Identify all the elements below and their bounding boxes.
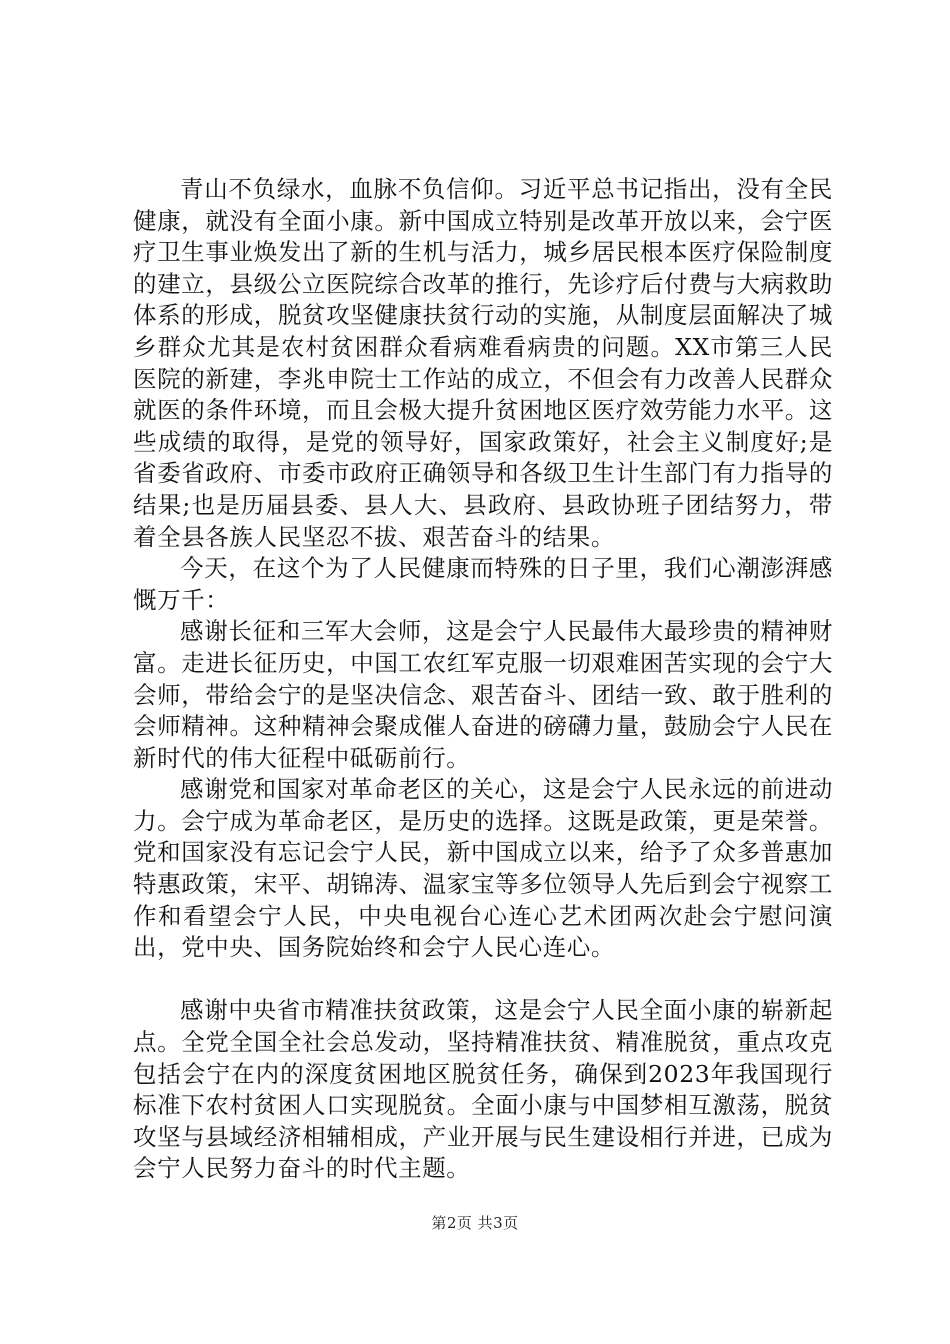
paragraph-poverty-alleviation: 感谢中央省市精准扶贫政策，这是会宁人民全面小康的崭新起点。全党全国全社会总发动，坚持精准扶贫、精准脱贫，重点攻克包括会宁在内的深度贫困地区脱贫任务，确保到2023年我国现行标准下农村贫困人口实现脱贫。全面小康与中国梦相互激荡，脱贫攻坚与县域经济相辅相成，产业开展与民生建设相行并进，已成为会宁人民努力奋斗的时代主题。 (133, 996, 833, 1183)
paragraph-long-march: 感谢长征和三军大会师，这是会宁人民最伟大最珍贵的精神财富。走进长征历史，中国工农红军克服一切艰难困苦实现的会宁大会师，带给会宁的是坚决信念、艰苦奋斗、团结一致、敢于胜利的会师精神。这种精神会聚成催人奋进的磅礴力量，鼓励会宁人民在新时代的伟大征程中砥砺前行。 (133, 617, 833, 772)
document-body (133, 174, 833, 1185)
paragraph-health-intro: 青山不负绿水，血脉不负信仰。习近平总书记指出，没有全民健康，就没有全面小康。新中国成立特别是改革开放以来，会宁医疗卫生事业焕发出了新的生机与活力，城乡居民根本医疗保险制度的建立，县级公立医院综合改革的推行，先诊疗后付费与大病救助体系的形成，脱贫攻坚健康扶贫行动的实施，从制度层面解决了城乡群众尤其是农村贫困群众看病难看病贵的问题。XX市第三人民医院的新建，李兆申院士工作站的成立，不但会有力改善人民群众就医的条件环境，而且会极大提升贫困地区医疗效劳能力水平。这些成绩的取得，是党的领导好，国家政策好，社会主义制度好;是省委省政府、市委市政府正确领导和各级卫生计生部门有力指导的结果;也是历届县委、县人大、县政府、县政协班子团结努力，带着全县各族人民坚忍不拔、艰苦奋斗的结果。 (133, 175, 833, 551)
paragraph-old-revolutionary-area: 感谢党和国家对革命老区的关心，这是会宁人民永远的前进动力。会宁成为革命老区，是历史的选择。这既是政策，更是荣誉。党和国家没有忘记会宁人民，新中国成立以来，给予了众多普惠加特惠政策，宋平、胡锦涛、温家宝等多位领导人先后到会宁视察工作和看望会宁人民，中央电视台心连心艺术团两次赴会宁慰问演出，党中央、国务院始终和会宁人民心连心。 (133, 775, 833, 962)
paragraph-gap (133, 964, 833, 996)
paragraph-today: 今天，在这个为了人民健康而特殊的日子里，我们心潮澎湃感慨万千： (133, 554, 833, 614)
page-footer: 第2页 共3页 (431, 1214, 519, 1232)
